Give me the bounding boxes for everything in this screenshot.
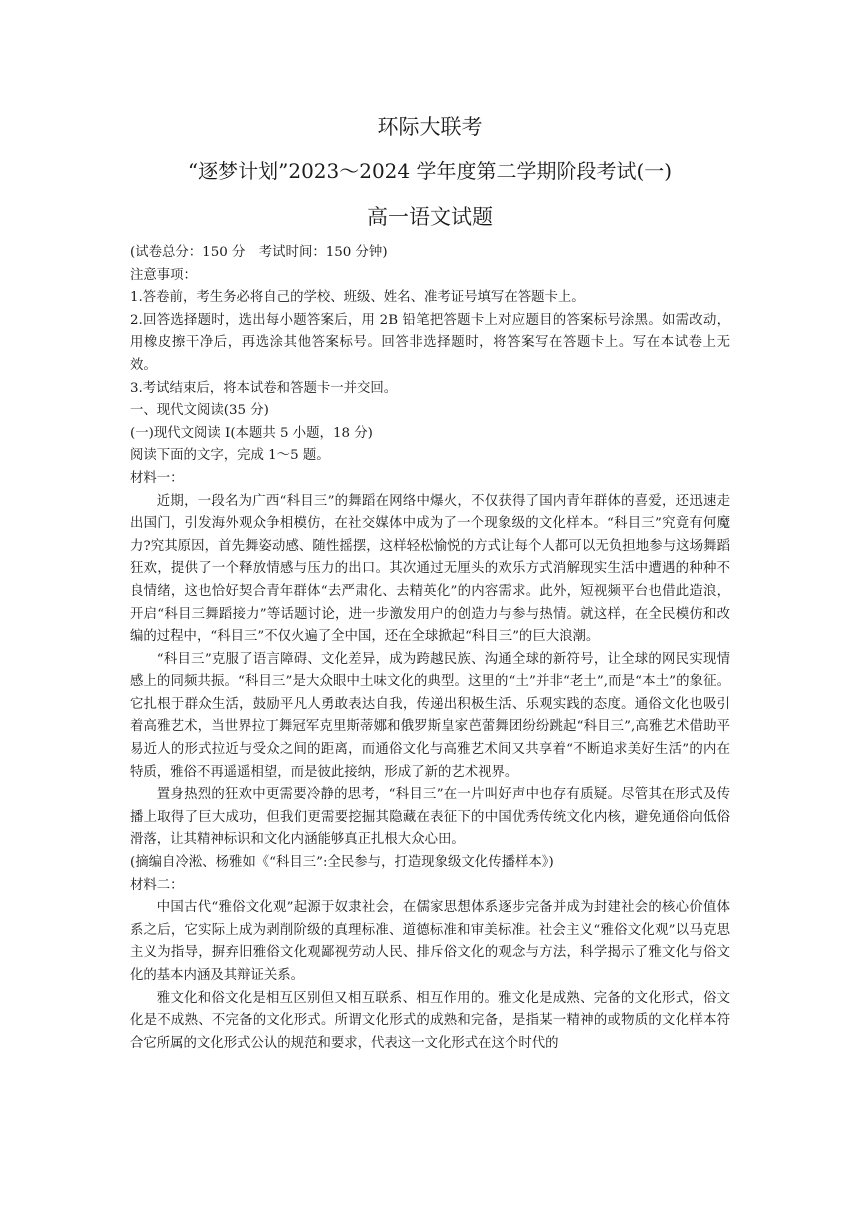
material-1-paragraph-2: “科目三”克服了语言障碍、文化差异，成为跨越民族、沟通全球的新符号，让全球的网民实现情感上的同频共振。“科目三”是大众眼中土味文化的典型。这里的“土”并非“老土”,而是“本土”的象征。它扎根于群众生活，鼓励平凡人勇敢表达自我，传递出积极生活、乐观实践的态度。通俗文化也吸引着高雅艺术，当世界拉丁舞冠军克里斯蒂娜和俄罗斯皇家芭蕾舞团纷纷跳起“科目三”,高雅艺术借助平易近人的形式拉近与受众之间的距离，而通俗文化与高雅艺术间又共享着“不断追求美好生活”的内在特质，雅俗不再遥遥相望，而是彼此接纳，形成了新的艺术视界。 [130,651,730,780]
exam-info: (试卷总分：150 分 考试时间：150 分钟) [130,245,388,260]
subsection-heading: (一)现代文阅读 I(本题共 5 小题，18 分) [130,425,373,441]
exam-page [130,106,730,1055]
exam-subtitle: “逐梦计划”2023～2024 学年度第二学期阶段考试(一) [187,159,673,183]
notes-heading: 注意事项： [130,267,197,283]
material-2-label: 材料二： [130,877,184,893]
note-item-1: 1.答卷前，考生务必将自己的学校、班级、姓名、准考证号填写在答题卡上。 [130,290,585,306]
material-1-paragraph-3: 置身热烈的狂欢中更需要冷静的思考，“科目三”在一片叫好声中也存有质疑。尽管其在形式及传播上取得了巨大成功，但我们更需要挖掘其隐藏在表征下的中国优秀传统文化内核，避免通俗向低俗滑落，让其精神标识和文化内涵能够真正扎根大众心田。 [130,787,730,848]
exam-title: 环际大联考 [377,115,483,139]
section-heading: 一、现代文阅读(35 分) [130,403,269,419]
material-2-paragraph-1: 中国古代“雅俗文化观”起源于奴隶社会，在儒家思想体系逐步完备并成为封建社会的核心价值体系之后，它实际上成为剥削阶级的真理标准、道德标准和审美标准。社会主义“雅俗文化观”以马克思主义为指导，摒弃旧雅俗文化观鄙视劳动人民、排斥俗文化的观念与方法，科学揭示了雅文化与俗文化的基本内涵及其辩证关系。 [130,900,730,983]
note-item-2: 2.回答选择题时，选出每小题答案后，用 2B 铅笔把答题卡上对应题目的答案标号涂黑。如需改动，用橡皮擦干净后，再选涂其他答案标号。回答非选择题时，将答案写在答题卡上。写在本试卷上无效。 [130,312,730,373]
reading-instruction: 阅读下面的文字，完成 1～5 题。 [130,448,330,464]
note-item-3: 3.考试结束后，将本试卷和答题卡一并交回。 [130,380,398,396]
material-1-paragraph-1: 近期，一段名为广西“科目三”的舞蹈在网络中爆火，不仅获得了国内青年群体的喜爱，还迅速走出国门，引发海外观众争相模仿，在社交媒体中成为了一个现象级的文化样本。“科目三”究竟有何魔力?究其原因，首先舞姿动感、随性摇摆，这样轻松愉悦的方式让每个人都可以无负担地参与这场舞蹈狂欢，提供了一个释放情感与压力的出口。其次通过无厘头的欢乐方式消解现实生活中遭遇的种种不良情绪，这也恰好契合青年群体“去严肃化、去精英化”的内容需求。此外，短视频平台也借此造浪，开启“科目三舞蹈接力”等话题讨论，进一步激发用户的创造力与参与热情。就这样，在全民模仿和改编的过程中，“科目三”不仅火遍了全中国，还在全球掀起“科目三”的巨大浪潮。 [130,493,730,645]
exam-subject-title: 高一语文试题 [367,205,493,229]
material-1-source: (摘编自冷淞、杨雅如《“科目三”:全民参与，打造现象级文化传播样本》) [130,855,554,871]
material-2-paragraph-2: 雅文化和俗文化是相互区别但又相互联系、相互作用的。雅文化是成熟、完备的文化形式，俗文化是不成熟、不完备的文化形式。所谓文化形式的成熟和完备，是指某一精神的或物质的文化样本符合它所属的文化形式公认的规范和要求，代表这一文化形式在这个时代的 [130,990,730,1051]
material-1-label: 材料一： [130,470,184,486]
